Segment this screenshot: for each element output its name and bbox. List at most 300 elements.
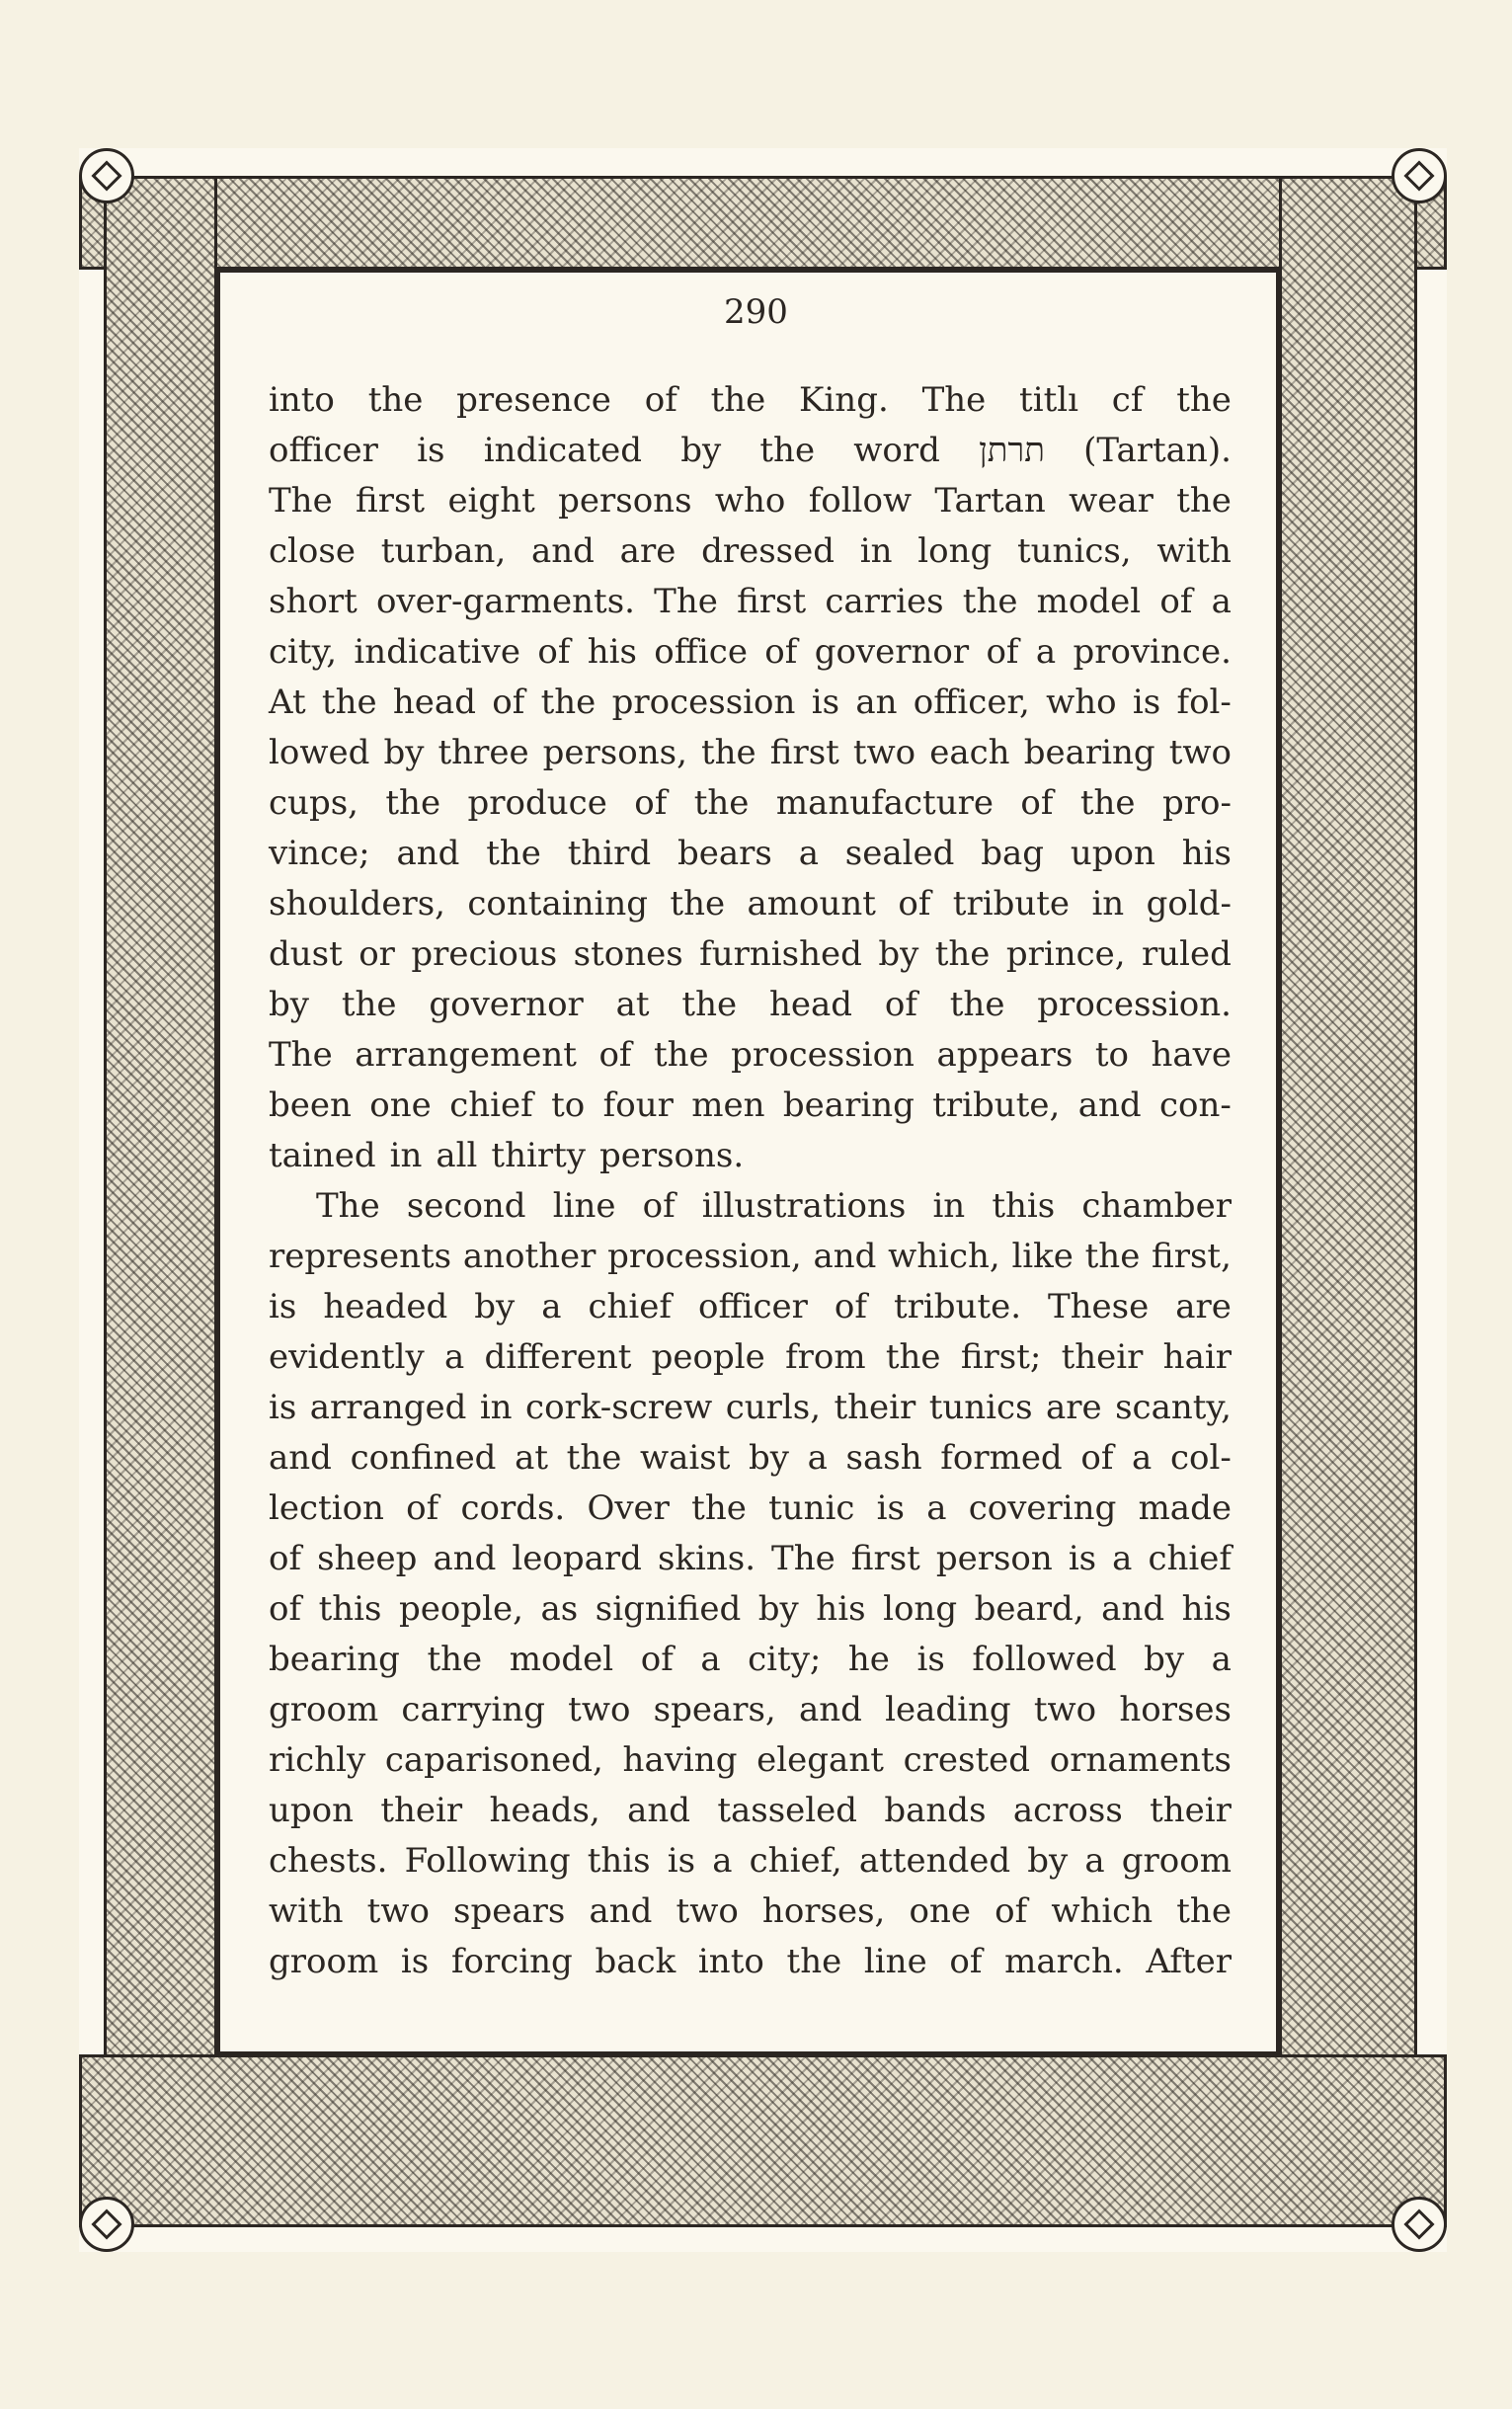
- word: and: [589, 1891, 653, 1931]
- word: over-garments.: [375, 582, 635, 621]
- word: in: [932, 1186, 966, 1226]
- word: scanty,: [1115, 1388, 1232, 1427]
- word: tasseled: [717, 1791, 858, 1830]
- word: arrangement: [355, 1035, 577, 1075]
- word: three: [438, 733, 529, 772]
- word: is: [811, 683, 840, 722]
- word: of: [269, 1589, 302, 1629]
- word: the: [700, 733, 756, 772]
- word: upon: [269, 1791, 355, 1830]
- page-number: 290: [724, 292, 788, 332]
- word: bag: [981, 834, 1045, 873]
- word: pro-: [1161, 783, 1232, 823]
- word: the: [710, 380, 766, 420]
- word: amount: [747, 884, 876, 923]
- word: head: [392, 683, 476, 722]
- word: one: [909, 1891, 971, 1931]
- word: appears: [936, 1035, 1074, 1075]
- word: this: [992, 1186, 1056, 1226]
- word: bearing: [782, 1085, 915, 1125]
- word: procession,: [607, 1237, 802, 1276]
- word: represents: [269, 1237, 452, 1276]
- word: followed: [972, 1640, 1117, 1679]
- word: a: [1211, 582, 1232, 621]
- word: first: [850, 1539, 920, 1578]
- word: office: [654, 632, 748, 672]
- word: by: [383, 733, 425, 772]
- word: leopard: [512, 1539, 642, 1578]
- word: line: [863, 1942, 927, 1981]
- word: a: [1084, 1841, 1105, 1881]
- word: is: [667, 1841, 696, 1881]
- word: and: [627, 1791, 691, 1830]
- word: officer: [269, 431, 378, 470]
- word: of: [644, 380, 677, 420]
- word: by: [269, 985, 309, 1024]
- word: of: [406, 1488, 439, 1528]
- word: tribute: [952, 884, 1071, 923]
- word: line: [552, 1186, 616, 1226]
- word: of: [1020, 783, 1054, 823]
- word: bears: [677, 834, 772, 873]
- word: the: [691, 1488, 747, 1528]
- word: groom: [1121, 1841, 1232, 1881]
- word: the: [1176, 481, 1232, 521]
- word: procession: [731, 1035, 915, 1075]
- word: officer,: [913, 683, 1030, 722]
- word: of: [492, 683, 525, 722]
- word: crested: [903, 1740, 1031, 1780]
- word: the: [367, 380, 424, 420]
- word: of: [884, 985, 917, 1024]
- word: the: [653, 1035, 709, 1075]
- word: cups,: [269, 783, 358, 823]
- word: of: [986, 632, 1019, 672]
- word: turban,: [380, 531, 507, 571]
- word: model: [509, 1640, 614, 1679]
- word: of: [834, 1287, 867, 1326]
- word: indicated: [483, 431, 642, 470]
- text-line: [269, 476, 1232, 526]
- text-line: [269, 1030, 1232, 1081]
- word: lowed: [269, 733, 370, 772]
- word: a: [807, 1438, 828, 1478]
- word: by: [757, 1589, 799, 1629]
- word: chests.: [269, 1841, 388, 1881]
- text-line: [269, 728, 1232, 778]
- word: chief: [588, 1287, 673, 1326]
- word: march.: [1004, 1942, 1124, 1981]
- word: illustrations: [701, 1186, 907, 1226]
- word: ruled: [1142, 934, 1232, 974]
- word: chief,: [749, 1841, 842, 1881]
- word: his: [587, 632, 637, 672]
- word: is: [1068, 1539, 1097, 1578]
- word: the: [759, 431, 816, 470]
- word: second: [406, 1186, 526, 1226]
- word: another: [462, 1237, 597, 1276]
- word: persons,: [542, 733, 687, 772]
- text-line: [269, 829, 1232, 879]
- word: elegant: [756, 1740, 884, 1780]
- word: is: [916, 1640, 945, 1679]
- text-line: [269, 375, 1232, 426]
- word: skins.: [657, 1539, 756, 1578]
- word: the: [566, 1438, 622, 1478]
- word: At: [269, 683, 306, 722]
- word: the: [934, 934, 991, 974]
- word: a: [1132, 1438, 1153, 1478]
- right-ornament-border: [1279, 176, 1417, 2227]
- word: he: [847, 1640, 890, 1679]
- word: and: [1077, 1085, 1142, 1125]
- word: fol-: [1176, 683, 1232, 722]
- word: dust: [269, 934, 343, 974]
- word: Following: [404, 1841, 571, 1881]
- word: by: [878, 934, 919, 974]
- word: into: [697, 1942, 764, 1981]
- word: his: [1181, 834, 1232, 873]
- word: his: [816, 1589, 866, 1629]
- word: a: [1112, 1539, 1133, 1578]
- text-line: [269, 426, 1232, 476]
- word: a: [926, 1488, 947, 1528]
- word: presence: [456, 380, 611, 420]
- word: to: [551, 1085, 586, 1125]
- word: city,: [269, 632, 338, 672]
- word: cf: [1111, 380, 1144, 420]
- word: the: [427, 1640, 483, 1679]
- word: governor: [429, 985, 584, 1024]
- text-line: [269, 1836, 1232, 1887]
- word: forcing: [450, 1942, 573, 1981]
- word: two: [676, 1891, 739, 1931]
- word: close: [269, 531, 356, 571]
- word: formed: [940, 1438, 1063, 1478]
- word: spears: [453, 1891, 566, 1931]
- word: by: [680, 431, 722, 470]
- word: two: [1168, 733, 1232, 772]
- word: The: [771, 1539, 836, 1578]
- word: tunics,: [1016, 531, 1132, 571]
- word: and: [1101, 1589, 1165, 1629]
- word: The: [269, 1035, 333, 1075]
- word: After: [1146, 1942, 1232, 1981]
- word: horses: [1119, 1690, 1232, 1729]
- word: of: [598, 1035, 632, 1075]
- word: this: [587, 1841, 651, 1881]
- text-line: [269, 1685, 1232, 1735]
- text-line: [269, 1232, 1232, 1282]
- word: of: [949, 1942, 983, 1981]
- word: is: [417, 431, 445, 470]
- word: into: [269, 380, 335, 420]
- word: furnished: [699, 934, 862, 974]
- word: the: [321, 683, 377, 722]
- word: one: [369, 1085, 432, 1125]
- word: King.: [799, 380, 889, 420]
- text-line: [269, 1786, 1232, 1836]
- word: province.: [1073, 632, 1232, 672]
- word: the: [341, 985, 397, 1024]
- word: richly: [269, 1740, 366, 1780]
- word: prince,: [1005, 934, 1126, 974]
- word: at: [515, 1438, 549, 1478]
- word: men: [691, 1085, 765, 1125]
- word: the: [540, 683, 597, 722]
- word: city;: [748, 1640, 822, 1679]
- text-line: [269, 577, 1232, 627]
- word: a: [798, 834, 819, 873]
- word: back: [595, 1942, 676, 1981]
- word: an: [855, 683, 898, 722]
- word: across: [1012, 1791, 1123, 1830]
- word: people: [651, 1337, 765, 1377]
- word: first,: [1152, 1237, 1232, 1276]
- word: bearing: [1023, 733, 1155, 772]
- word: lection: [269, 1488, 384, 1528]
- word: which,: [888, 1237, 1000, 1276]
- word: follow: [808, 481, 913, 521]
- word: by: [1027, 1841, 1069, 1881]
- word: are: [1175, 1287, 1232, 1326]
- word: is: [1132, 683, 1161, 722]
- word: by: [474, 1287, 516, 1326]
- text-line: [269, 929, 1232, 980]
- word: thirty: [491, 1136, 586, 1175]
- word: is: [400, 1942, 430, 1981]
- word: the: [1084, 1237, 1141, 1276]
- word: waist: [640, 1438, 731, 1478]
- body-text: [269, 375, 1232, 1987]
- word: been: [269, 1085, 352, 1125]
- word: carries: [825, 582, 944, 621]
- word: of: [898, 884, 931, 923]
- word: bearing: [269, 1640, 400, 1679]
- word: upon: [1070, 834, 1155, 873]
- word: long: [917, 531, 993, 571]
- word: chief: [449, 1085, 533, 1125]
- word: the: [962, 582, 1018, 621]
- word: signified: [595, 1589, 742, 1629]
- text-line: [269, 1332, 1232, 1383]
- word: the: [1176, 380, 1232, 420]
- word: a: [700, 1640, 721, 1679]
- word: a: [1211, 1640, 1232, 1679]
- text-line: [269, 1383, 1232, 1433]
- word: the: [693, 783, 750, 823]
- word: The: [921, 380, 987, 420]
- word: chief: [1148, 1539, 1232, 1578]
- word: of: [537, 632, 571, 672]
- word: the: [949, 985, 1005, 1024]
- word: cork-screw: [525, 1388, 713, 1427]
- word: is: [269, 1287, 297, 1326]
- word: spears,: [653, 1690, 776, 1729]
- word: two: [1033, 1690, 1097, 1729]
- word: is: [269, 1388, 297, 1427]
- word: his: [1181, 1589, 1232, 1629]
- word: head: [768, 985, 853, 1024]
- word: a: [541, 1287, 562, 1326]
- word: in: [389, 1136, 423, 1175]
- word: first;: [960, 1337, 1042, 1377]
- word: Over: [587, 1488, 670, 1528]
- word: con-: [1159, 1085, 1232, 1125]
- word: tunic: [768, 1488, 855, 1528]
- word: their: [834, 1388, 916, 1427]
- word: sheep: [317, 1539, 418, 1578]
- word: the: [670, 884, 726, 923]
- word: word: [853, 431, 940, 470]
- word: the: [385, 783, 441, 823]
- text-line: [269, 1181, 1232, 1232]
- word: tribute,: [932, 1085, 1061, 1125]
- word: The: [654, 582, 718, 621]
- word: sealed: [844, 834, 955, 873]
- text-line: [269, 1635, 1232, 1685]
- word: containing: [467, 884, 649, 923]
- word: leading: [885, 1690, 1011, 1729]
- word: tribute.: [893, 1287, 1021, 1326]
- word: by: [1144, 1640, 1185, 1679]
- word: a: [1035, 632, 1057, 672]
- word: chamber: [1081, 1186, 1232, 1226]
- word: beard,: [974, 1589, 1084, 1629]
- word: sash: [845, 1438, 922, 1478]
- word: the: [786, 1942, 842, 1981]
- text-line: [269, 526, 1232, 577]
- word: shoulders,: [269, 884, 445, 923]
- word: produce: [467, 783, 607, 823]
- word: procession.: [1037, 985, 1232, 1024]
- text-line: [269, 980, 1232, 1030]
- word: and: [531, 531, 595, 571]
- word: heads,: [489, 1791, 600, 1830]
- word: eight: [447, 481, 535, 521]
- corner-ornament-icon: [79, 2197, 134, 2252]
- word: officer: [698, 1287, 808, 1326]
- corner-ornament-icon: [1392, 2197, 1447, 2252]
- word: long: [883, 1589, 958, 1629]
- word: person: [935, 1539, 1053, 1578]
- top-ornament-border: [79, 176, 1447, 270]
- text-line: [269, 1081, 1232, 1131]
- word: wear: [1069, 481, 1154, 521]
- word: headed: [323, 1287, 448, 1326]
- word: as: [540, 1589, 579, 1629]
- word: and: [813, 1237, 877, 1276]
- word: and: [433, 1539, 497, 1578]
- word: the: [1176, 1891, 1232, 1931]
- corner-ornament-icon: [1392, 148, 1447, 203]
- word: caparisoned,: [384, 1740, 603, 1780]
- word: all: [436, 1136, 478, 1175]
- word: תרתן: [979, 431, 1045, 470]
- word: arranged: [309, 1388, 467, 1427]
- text-line: [269, 778, 1232, 829]
- word: tained: [269, 1136, 376, 1175]
- word: of: [634, 783, 668, 823]
- word: having: [622, 1740, 738, 1780]
- word: tunics: [928, 1388, 1033, 1427]
- word: vince;: [269, 834, 370, 873]
- word: have: [1151, 1035, 1232, 1075]
- word: who: [1046, 683, 1117, 722]
- word: by: [749, 1438, 789, 1478]
- word: These: [1047, 1287, 1150, 1326]
- word: the: [681, 985, 738, 1024]
- text-line: [269, 1484, 1232, 1534]
- word: titlı: [1019, 380, 1078, 420]
- text-line: [269, 1282, 1232, 1332]
- word: persons.: [598, 1136, 745, 1175]
- text-line: [269, 1534, 1232, 1584]
- word: hair: [1162, 1337, 1232, 1377]
- word: covering: [968, 1488, 1117, 1528]
- word: are: [619, 531, 676, 571]
- word: in: [1091, 884, 1125, 923]
- word: model: [1036, 582, 1142, 621]
- word: The: [269, 481, 333, 521]
- word: col-: [1169, 1438, 1232, 1478]
- text-line: [269, 627, 1232, 678]
- word: attended: [858, 1841, 1011, 1881]
- text-line: [269, 879, 1232, 929]
- word: from: [785, 1337, 866, 1377]
- word: or: [358, 934, 395, 974]
- bottom-ornament-border: [79, 2054, 1447, 2227]
- word: third: [567, 834, 652, 873]
- word: are: [1045, 1388, 1102, 1427]
- word: first: [356, 481, 426, 521]
- word: horses,: [761, 1891, 886, 1931]
- text-line: [269, 1584, 1232, 1635]
- text-line: [269, 1937, 1232, 1987]
- word: procession: [611, 683, 796, 722]
- word: confined: [350, 1438, 497, 1478]
- word: precious: [411, 934, 558, 974]
- word: which: [1051, 1891, 1154, 1931]
- word: this: [318, 1589, 382, 1629]
- word: persons: [558, 481, 692, 521]
- word: stones: [573, 934, 683, 974]
- word: of: [764, 632, 798, 672]
- word: groom: [269, 1942, 379, 1981]
- word: at: [615, 985, 650, 1024]
- word: a: [444, 1337, 465, 1377]
- word: their: [380, 1791, 463, 1830]
- text-line: [269, 1887, 1232, 1937]
- word: and: [798, 1690, 862, 1729]
- left-ornament-border: [104, 176, 217, 2227]
- word: different: [484, 1337, 632, 1377]
- word: two: [366, 1891, 430, 1931]
- text-line: [269, 1131, 1232, 1181]
- word: a: [712, 1841, 733, 1881]
- word: first: [737, 582, 807, 621]
- word: of: [269, 1539, 302, 1578]
- word: with: [269, 1891, 344, 1931]
- word: two: [852, 733, 916, 772]
- word: people,: [399, 1589, 523, 1629]
- word: evidently: [269, 1337, 425, 1377]
- word: the: [486, 834, 541, 873]
- word: with: [1156, 531, 1232, 571]
- text-line: [269, 678, 1232, 728]
- word: The: [316, 1186, 380, 1226]
- word: groom: [269, 1690, 379, 1729]
